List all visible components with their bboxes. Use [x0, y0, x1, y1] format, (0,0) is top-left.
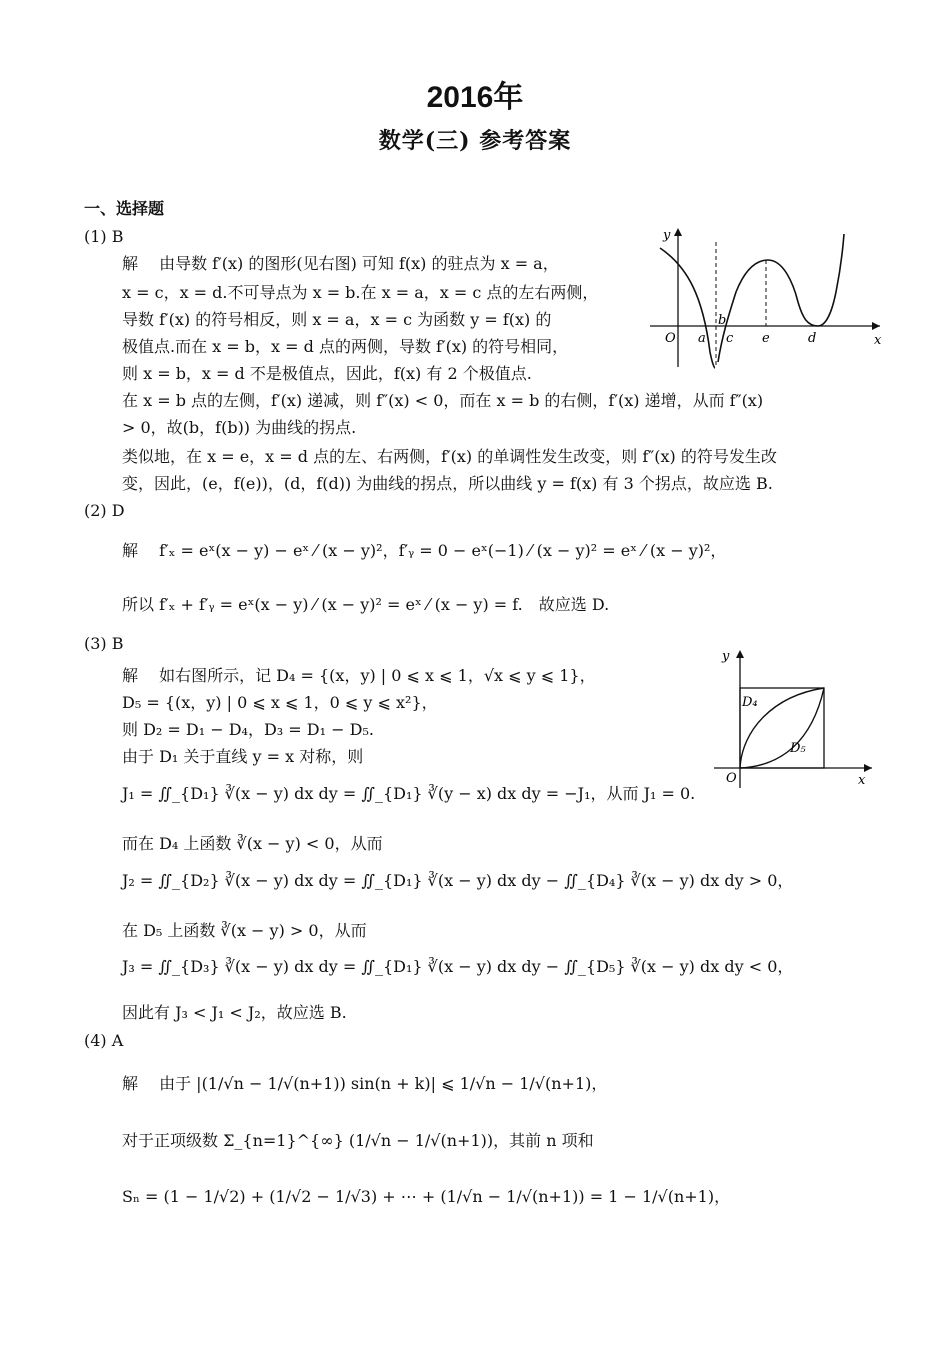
- q1-line: 导数 f′(x) 的符号相反，则 x = a，x = c 为函数 y = f(x) 的: [122, 310, 552, 329]
- q3-line: J₁ = ∬_{D₁} ∛(x − y) dx dy = ∬_{D₁} ∛(y − x) dx dy = −J₁，从而 J₁ = 0.: [122, 784, 696, 803]
- curve-right-branch: [718, 234, 844, 362]
- graph-origin-label: O: [726, 771, 737, 786]
- q1-line: 类似地，在 x = e，x = d 点的左、右两侧，f′(x) 的单调性发生改变，则 f″(x) 的符号发生改: [122, 447, 777, 466]
- q3-line: 在 D₅ 上函数 ∛(x − y) > 0，从而: [122, 921, 367, 940]
- graph-y-label: y: [663, 228, 671, 243]
- x-axis-arrow: [864, 764, 872, 772]
- page-year-title: 2016年: [426, 81, 524, 114]
- q1-line: 在 x = b 点的左侧，f′(x) 递减，则 f″(x) < 0，而在 x = b 的右侧，f′(x) 递增，从而 f″(x): [122, 391, 764, 410]
- q1-line: > 0，故(b，f(b)) 为曲线的拐点.: [122, 418, 357, 437]
- graph-y-label: y: [722, 649, 730, 664]
- q4-label: (4) A: [84, 1031, 124, 1050]
- q2-line: 解 f′ₓ = eˣ(x − y) − eˣ ⁄ (x − y)²，f′ᵧ = 0 − eˣ(−1) ⁄ (x − y)² = eˣ ⁄ (x − y)²，: [122, 541, 727, 560]
- graph-origin-label: O: [665, 331, 676, 346]
- q2-line: 所以 f′ₓ + f′ᵧ = eˣ(x − y) ⁄ (x − y)² = eˣ ⁄ (x − y) = f. 故应选 D.: [122, 595, 610, 614]
- graph-c-label: c: [726, 331, 734, 346]
- q3-line: J₂ = ∬_{D₂} ∛(x − y) dx dy = ∬_{D₁} ∛(x − y) dx dy − ∬_{D₄} ∛(x − y) dx dy > 0，: [122, 871, 794, 890]
- q3-line: 解 如右图所示，记 D₄ = {(x，y) | 0 ⩽ x ⩽ 1，√x ⩽ y ⩽ 1}，: [122, 666, 596, 685]
- curve-left-branch: [660, 248, 715, 368]
- graph-d-label: d: [808, 331, 817, 346]
- section-heading: 一、选择题: [84, 199, 165, 218]
- y-axis-arrow: [736, 650, 744, 658]
- q4-line: 解 由于 |(1/√n − 1/√(n+1)) sin(n + k)| ⩽ 1/√n − 1/√(n+1)，: [122, 1074, 608, 1093]
- q4-line: 对于正项级数 Σ_{n=1}^{∞} (1/√n − 1/√(n+1))，其前 n 项和: [122, 1131, 594, 1150]
- q1-line: 解 由导数 f′(x) 的图形(见右图) 可知 f(x) 的驻点为 x = a，: [122, 254, 559, 273]
- graph-a-label: a: [698, 331, 706, 346]
- q1-derivative-graph: [648, 222, 888, 372]
- q4-line: Sₙ = (1 − 1/√2) + (1/√2 − 1/√3) + ⋯ + (1/√n − 1/√(n+1)) = 1 − 1/√(n+1)，: [122, 1187, 731, 1206]
- q1-line: 变，因此，(e，f(e))，(d，f(d)) 为曲线的拐点，所以曲线 y = f(x) 有 3 个拐点，故应选 B.: [122, 474, 773, 493]
- q3-line: 而在 D₄ 上函数 ∛(x − y) < 0，从而: [122, 834, 383, 853]
- q3-region-graph: [712, 646, 876, 790]
- q3-line: 则 D₂ = D₁ − D₄，D₃ = D₁ − D₅.: [122, 720, 374, 739]
- q3-line: J₃ = ∬_{D₃} ∛(x − y) dx dy = ∬_{D₁} ∛(x − y) dx dy − ∬_{D₅} ∛(x − y) dx dy < 0，: [122, 957, 794, 976]
- q1-label: (1) B: [84, 227, 124, 246]
- q3-line: D₅ = {(x，y) | 0 ⩽ x ⩽ 1，0 ⩽ y ⩽ x²}，: [122, 693, 438, 712]
- q2-label: (2) D: [84, 501, 125, 520]
- page-subtitle: 数学(三) 参考答案: [378, 128, 572, 154]
- q1-line: 则 x = b，x = d 不是极值点，因此，f(x) 有 2 个极值点.: [122, 364, 532, 383]
- region-d4-label: D₄: [742, 695, 758, 710]
- y-axis-arrow: [674, 228, 682, 236]
- q1-line: x = c，x = d.不可导点为 x = b.在 x = a，x = c 点的左右两侧，: [122, 283, 599, 302]
- x-axis-arrow: [872, 322, 880, 330]
- q3-line: 因此有 J₃ < J₁ < J₂，故应选 B.: [122, 1003, 347, 1022]
- q3-label: (3) B: [84, 634, 124, 653]
- region-d5-label: D₅: [790, 741, 806, 756]
- q3-line: 由于 D₁ 关于直线 y = x 对称，则: [122, 747, 364, 766]
- graph-x-label: x: [874, 333, 882, 348]
- graph-e-label: e: [762, 331, 770, 346]
- graph-x-label: x: [858, 773, 866, 788]
- graph-b-label: b: [718, 313, 727, 328]
- q1-line: 极值点.而在 x = b，x = d 点的两侧，导数 f′(x) 的符号相同，: [122, 337, 569, 356]
